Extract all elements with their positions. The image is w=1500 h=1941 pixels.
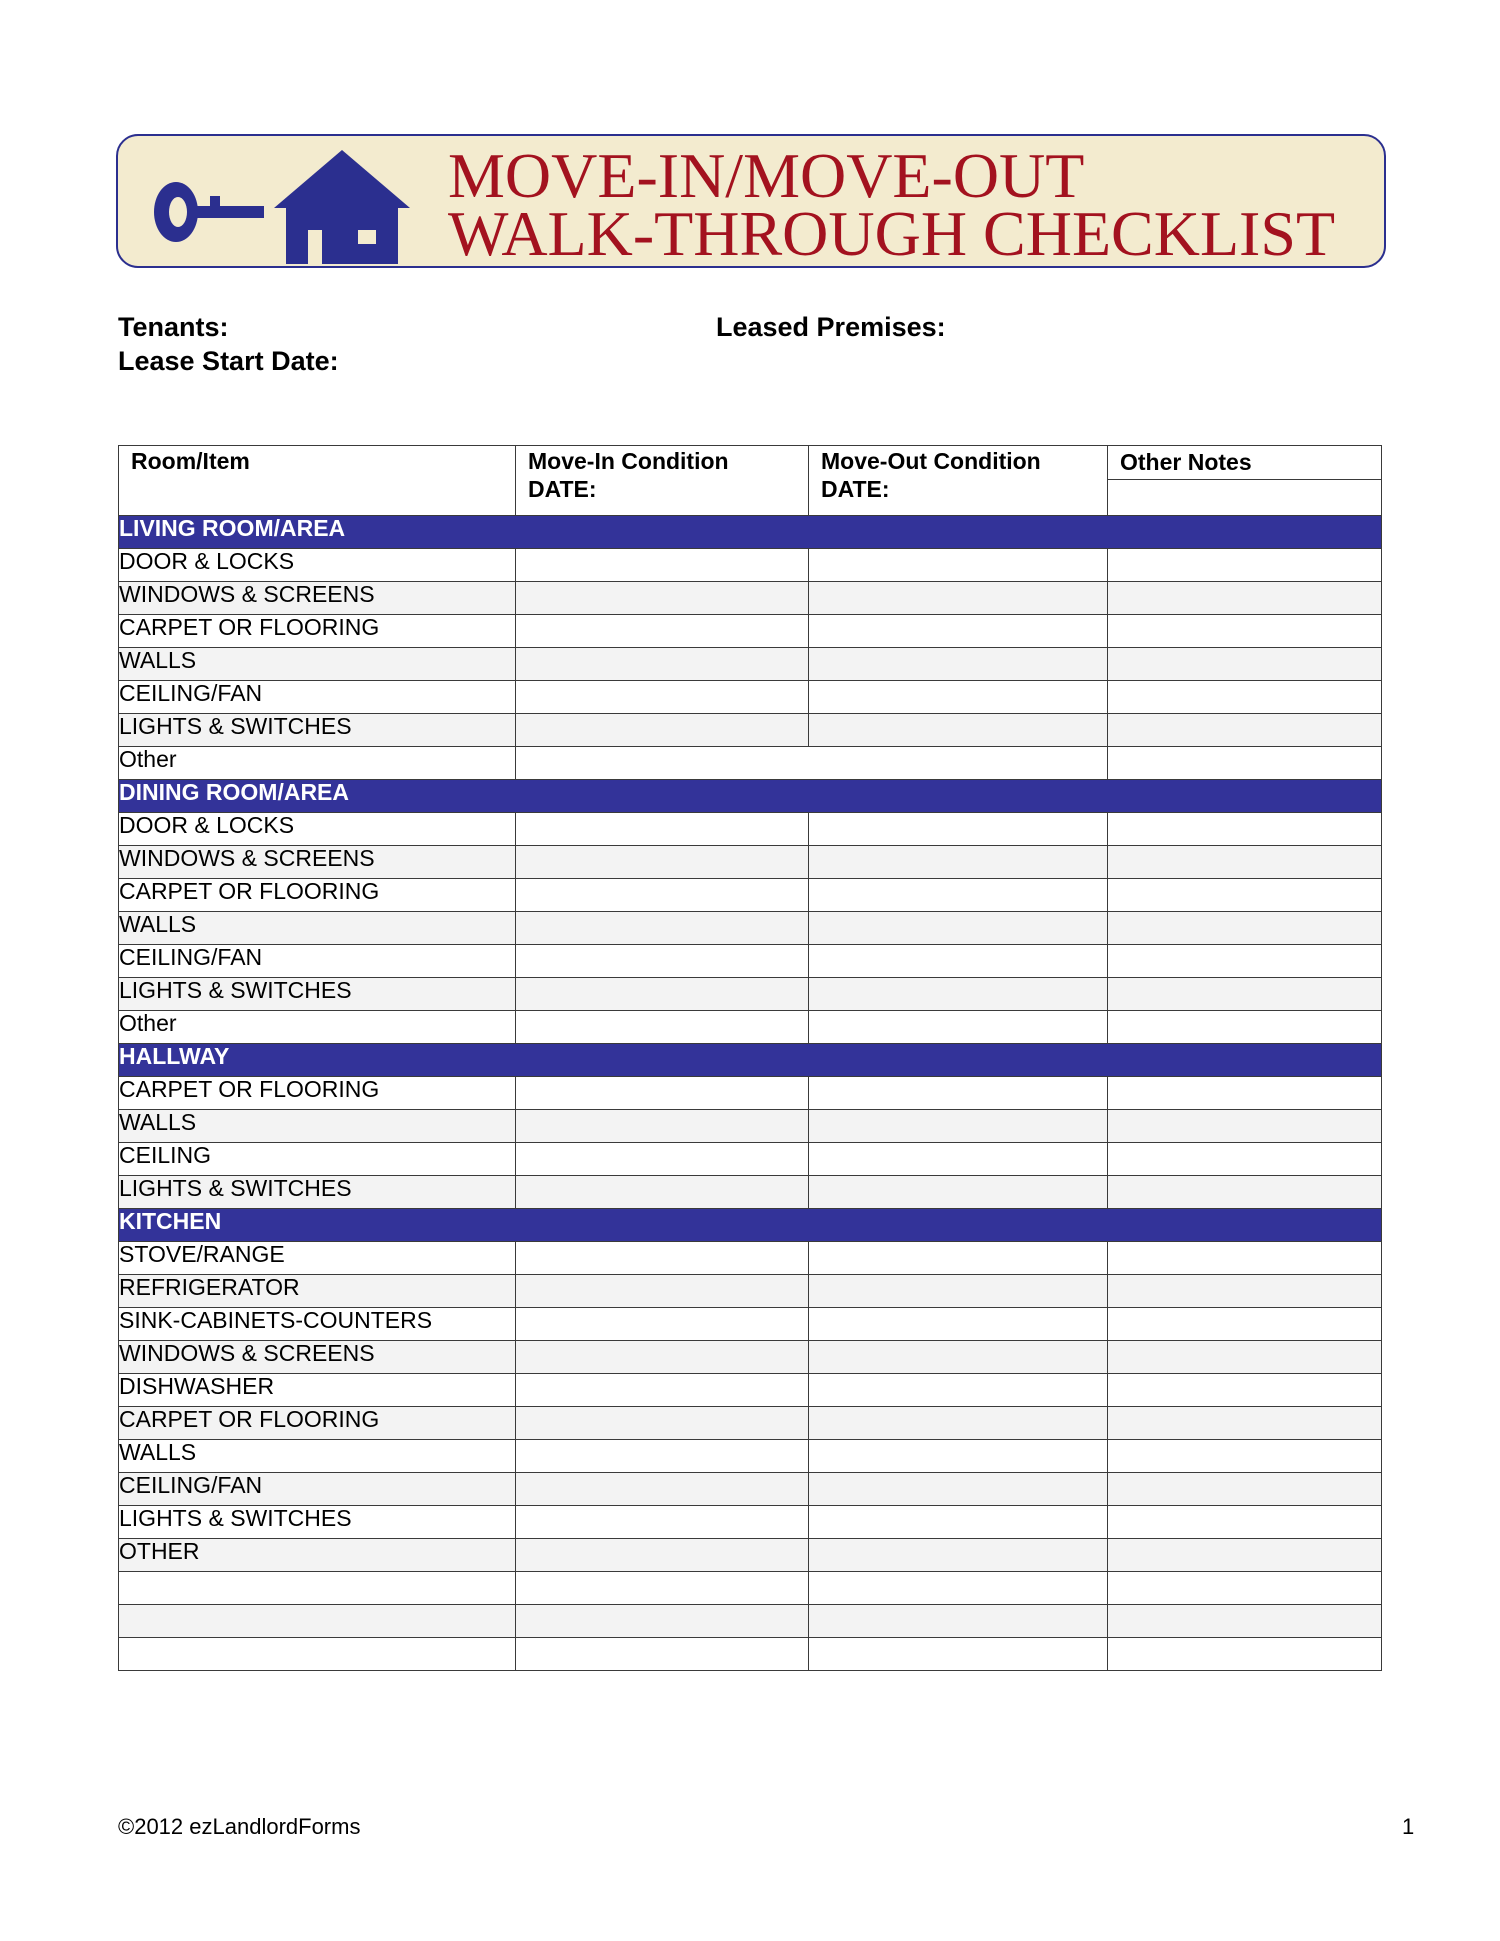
section-header-row — [119, 516, 1382, 549]
col-header-other-notes: Other Notes — [1108, 446, 1382, 516]
notes-cell[interactable] — [1108, 1572, 1382, 1605]
title-line-2: WALK-THROUGH CHECKLIST — [448, 198, 1336, 269]
table-row — [119, 549, 1382, 582]
item-name: CARPET OR FLOORING — [119, 615, 516, 648]
table-row — [119, 1473, 1382, 1506]
item-name — [119, 1572, 516, 1605]
item-name: DOOR & LOCKS — [119, 813, 516, 846]
move-in-cell[interactable] — [516, 1275, 809, 1308]
move-out-cell[interactable] — [809, 1308, 1108, 1341]
move-out-cell[interactable] — [809, 1341, 1108, 1374]
notes-cell[interactable] — [1108, 1374, 1382, 1407]
table-row — [119, 879, 1382, 912]
notes-cell[interactable] — [1108, 1473, 1382, 1506]
table-row — [119, 912, 1382, 945]
notes-cell[interactable] — [1108, 879, 1382, 912]
table-header-row — [119, 446, 1382, 516]
move-out-cell[interactable] — [809, 549, 1108, 582]
move-in-cell[interactable] — [516, 648, 809, 681]
move-in-cell[interactable] — [516, 1440, 809, 1473]
move-out-cell[interactable] — [809, 879, 1108, 912]
move-out-cell[interactable] — [809, 1473, 1108, 1506]
move-in-cell[interactable] — [516, 1110, 809, 1143]
col-header-move-out: Move-Out Condition DATE: — [809, 446, 1108, 516]
item-name: CEILING/FAN — [119, 1473, 516, 1506]
leased-premises-label: Leased Premises: — [716, 312, 946, 342]
move-out-cell[interactable] — [809, 1440, 1108, 1473]
move-in-cell[interactable] — [516, 681, 809, 714]
section-header-row — [119, 1209, 1382, 1242]
item-name: WALLS — [119, 912, 516, 945]
col-header-room-item: Room/Item — [119, 446, 516, 516]
move-out-cell[interactable] — [809, 648, 1108, 681]
item-name: WINDOWS & SCREENS — [119, 846, 516, 879]
table-row — [119, 1011, 1382, 1044]
move-out-cell[interactable] — [809, 681, 1108, 714]
move-out-cell[interactable] — [809, 912, 1108, 945]
item-name — [119, 1605, 516, 1638]
notes-cell[interactable] — [1108, 714, 1382, 747]
table-row — [119, 714, 1382, 747]
move-in-cell[interactable] — [516, 1605, 809, 1638]
move-out-cell[interactable] — [809, 1143, 1108, 1176]
move-in-cell[interactable] — [516, 1077, 809, 1110]
move-in-cell[interactable] — [516, 1407, 809, 1440]
copyright-footer: ©2012 ezLandlordForms — [118, 1814, 361, 1839]
move-out-cell[interactable] — [809, 1539, 1108, 1572]
checklist-table — [118, 445, 1382, 1671]
item-name — [119, 1638, 516, 1671]
notes-cell[interactable] — [1108, 978, 1382, 1011]
table-row — [119, 1440, 1382, 1473]
item-name: REFRIGERATOR — [119, 1275, 516, 1308]
table-row — [119, 1341, 1382, 1374]
item-name: Other — [119, 747, 516, 780]
notes-cell[interactable] — [1108, 615, 1382, 648]
table-row — [119, 1638, 1382, 1671]
key-house-logo-icon — [144, 144, 444, 264]
item-name: Other — [119, 1011, 516, 1044]
notes-cell[interactable] — [1108, 1308, 1382, 1341]
notes-cell[interactable] — [1108, 582, 1382, 615]
notes-cell[interactable] — [1108, 1638, 1382, 1671]
move-out-cell[interactable] — [809, 1407, 1108, 1440]
move-out-cell[interactable] — [809, 1011, 1108, 1044]
move-in-date-label: DATE: — [528, 476, 597, 502]
notes-cell[interactable] — [1108, 1242, 1382, 1275]
table-row — [119, 1374, 1382, 1407]
table-row — [119, 846, 1382, 879]
move-in-cell[interactable] — [516, 912, 809, 945]
item-name: CARPET OR FLOORING — [119, 1407, 516, 1440]
notes-cell[interactable] — [1108, 1275, 1382, 1308]
item-name: CEILING/FAN — [119, 681, 516, 714]
move-in-cell[interactable] — [516, 1308, 809, 1341]
notes-cell[interactable] — [1108, 1440, 1382, 1473]
move-in-cell[interactable] — [516, 582, 809, 615]
move-in-cell[interactable] — [516, 1473, 809, 1506]
table-row — [119, 1242, 1382, 1275]
move-in-cell[interactable] — [516, 1143, 809, 1176]
table-row — [119, 1275, 1382, 1308]
item-name: CARPET OR FLOORING — [119, 1077, 516, 1110]
notes-cell[interactable] — [1108, 1077, 1382, 1110]
move-out-cell[interactable] — [809, 582, 1108, 615]
notes-cell[interactable] — [1108, 1011, 1382, 1044]
notes-cell[interactable] — [1108, 912, 1382, 945]
move-out-cell[interactable] — [809, 1242, 1108, 1275]
item-name: LIGHTS & SWITCHES — [119, 1176, 516, 1209]
tenants-label: Tenants: — [118, 312, 229, 342]
item-name: LIGHTS & SWITCHES — [119, 714, 516, 747]
table-row — [119, 1176, 1382, 1209]
move-out-cell[interactable] — [809, 1605, 1108, 1638]
notes-cell[interactable] — [1108, 549, 1382, 582]
table-row — [119, 813, 1382, 846]
move-in-cell[interactable] — [516, 1176, 809, 1209]
move-in-cell[interactable] — [516, 1374, 809, 1407]
notes-cell[interactable] — [1108, 1110, 1382, 1143]
move-out-cell[interactable] — [809, 1638, 1108, 1671]
move-in-cell[interactable] — [516, 1506, 809, 1539]
table-row — [119, 1407, 1382, 1440]
notes-cell[interactable] — [1108, 1605, 1382, 1638]
notes-cell[interactable] — [1108, 846, 1382, 879]
move-in-cell[interactable] — [516, 846, 809, 879]
move-in-cell[interactable] — [516, 978, 809, 1011]
section-header-row — [119, 1044, 1382, 1077]
notes-cell[interactable] — [1108, 747, 1382, 780]
table-row — [119, 1506, 1382, 1539]
move-out-cell[interactable] — [809, 1374, 1108, 1407]
title-line-1: MOVE-IN/MOVE-OUT — [448, 140, 1085, 211]
item-name: CARPET OR FLOORING — [119, 879, 516, 912]
move-out-cell[interactable] — [809, 1506, 1108, 1539]
move-in-cell[interactable] — [516, 1341, 809, 1374]
col-header-move-in: Move-In Condition DATE: — [516, 446, 809, 516]
move-out-cell[interactable] — [809, 1110, 1108, 1143]
item-name: WALLS — [119, 1440, 516, 1473]
move-out-cell[interactable] — [809, 1275, 1108, 1308]
move-in-cell[interactable] — [516, 1242, 809, 1275]
table-row — [119, 582, 1382, 615]
move-out-cell[interactable] — [809, 1077, 1108, 1110]
item-name: WINDOWS & SCREENS — [119, 582, 516, 615]
item-name: WINDOWS & SCREENS — [119, 1341, 516, 1374]
notes-cell[interactable] — [1108, 1176, 1382, 1209]
notes-cell[interactable] — [1108, 1506, 1382, 1539]
table-row — [119, 1605, 1382, 1638]
notes-cell[interactable] — [1108, 1341, 1382, 1374]
section-header-row — [119, 780, 1382, 813]
section-title: LIVING ROOM/AREA — [119, 516, 1382, 549]
table-row — [119, 681, 1382, 714]
page-number: 1 — [1402, 1814, 1415, 1839]
move-out-cell[interactable] — [809, 978, 1108, 1011]
table-row — [119, 1539, 1382, 1572]
move-in-cell[interactable] — [516, 1572, 809, 1605]
item-name: WALLS — [119, 648, 516, 681]
table-row — [119, 1308, 1382, 1341]
move-out-cell[interactable] — [809, 1176, 1108, 1209]
item-name: CEILING/FAN — [119, 945, 516, 978]
table-row — [119, 945, 1382, 978]
item-name: CEILING — [119, 1143, 516, 1176]
move-out-cell[interactable] — [809, 615, 1108, 648]
table-row — [119, 1077, 1382, 1110]
notes-cell[interactable] — [1108, 1143, 1382, 1176]
table-row — [119, 747, 1382, 780]
move-in-cell[interactable] — [516, 945, 809, 978]
item-name: SINK-CABINETS-COUNTERS — [119, 1308, 516, 1341]
move-out-cell[interactable] — [809, 1572, 1108, 1605]
notes-cell[interactable] — [1108, 1407, 1382, 1440]
item-name: OTHER — [119, 1539, 516, 1572]
section-title: KITCHEN — [119, 1209, 1382, 1242]
section-title: HALLWAY — [119, 1044, 1382, 1077]
table-row — [119, 1572, 1382, 1605]
move-out-cell[interactable] — [809, 945, 1108, 978]
move-out-cell[interactable] — [809, 813, 1108, 846]
item-name: DOOR & LOCKS — [119, 549, 516, 582]
move-in-cell[interactable] — [516, 615, 809, 648]
table-row — [119, 648, 1382, 681]
notes-cell[interactable] — [1108, 945, 1382, 978]
move-in-cell[interactable] — [516, 1638, 809, 1671]
move-in-cell[interactable] — [516, 1539, 809, 1572]
item-name: LIGHTS & SWITCHES — [119, 1506, 516, 1539]
move-out-cell[interactable] — [809, 714, 1108, 747]
item-name: LIGHTS & SWITCHES — [119, 978, 516, 1011]
notes-cell[interactable] — [1108, 648, 1382, 681]
move-in-cell[interactable] — [516, 1011, 809, 1044]
notes-cell[interactable] — [1108, 813, 1382, 846]
move-in-cell[interactable] — [516, 549, 809, 582]
condition-cell[interactable] — [516, 747, 1108, 780]
lease-start-date-label: Lease Start Date: — [118, 346, 339, 376]
table-row — [119, 1110, 1382, 1143]
move-out-date-label: DATE: — [821, 476, 890, 502]
table-row — [119, 978, 1382, 1011]
notes-cell[interactable] — [1108, 681, 1382, 714]
item-name: WALLS — [119, 1110, 516, 1143]
table-row — [119, 1143, 1382, 1176]
section-title: DINING ROOM/AREA — [119, 780, 1382, 813]
table-row — [119, 615, 1382, 648]
item-name: DISHWASHER — [119, 1374, 516, 1407]
move-out-cell[interactable] — [809, 846, 1108, 879]
notes-cell[interactable] — [1108, 1539, 1382, 1572]
move-in-cell[interactable] — [516, 714, 809, 747]
move-in-cell[interactable] — [516, 813, 809, 846]
item-name: STOVE/RANGE — [119, 1242, 516, 1275]
title-banner — [116, 134, 1386, 268]
move-in-cell[interactable] — [516, 879, 809, 912]
